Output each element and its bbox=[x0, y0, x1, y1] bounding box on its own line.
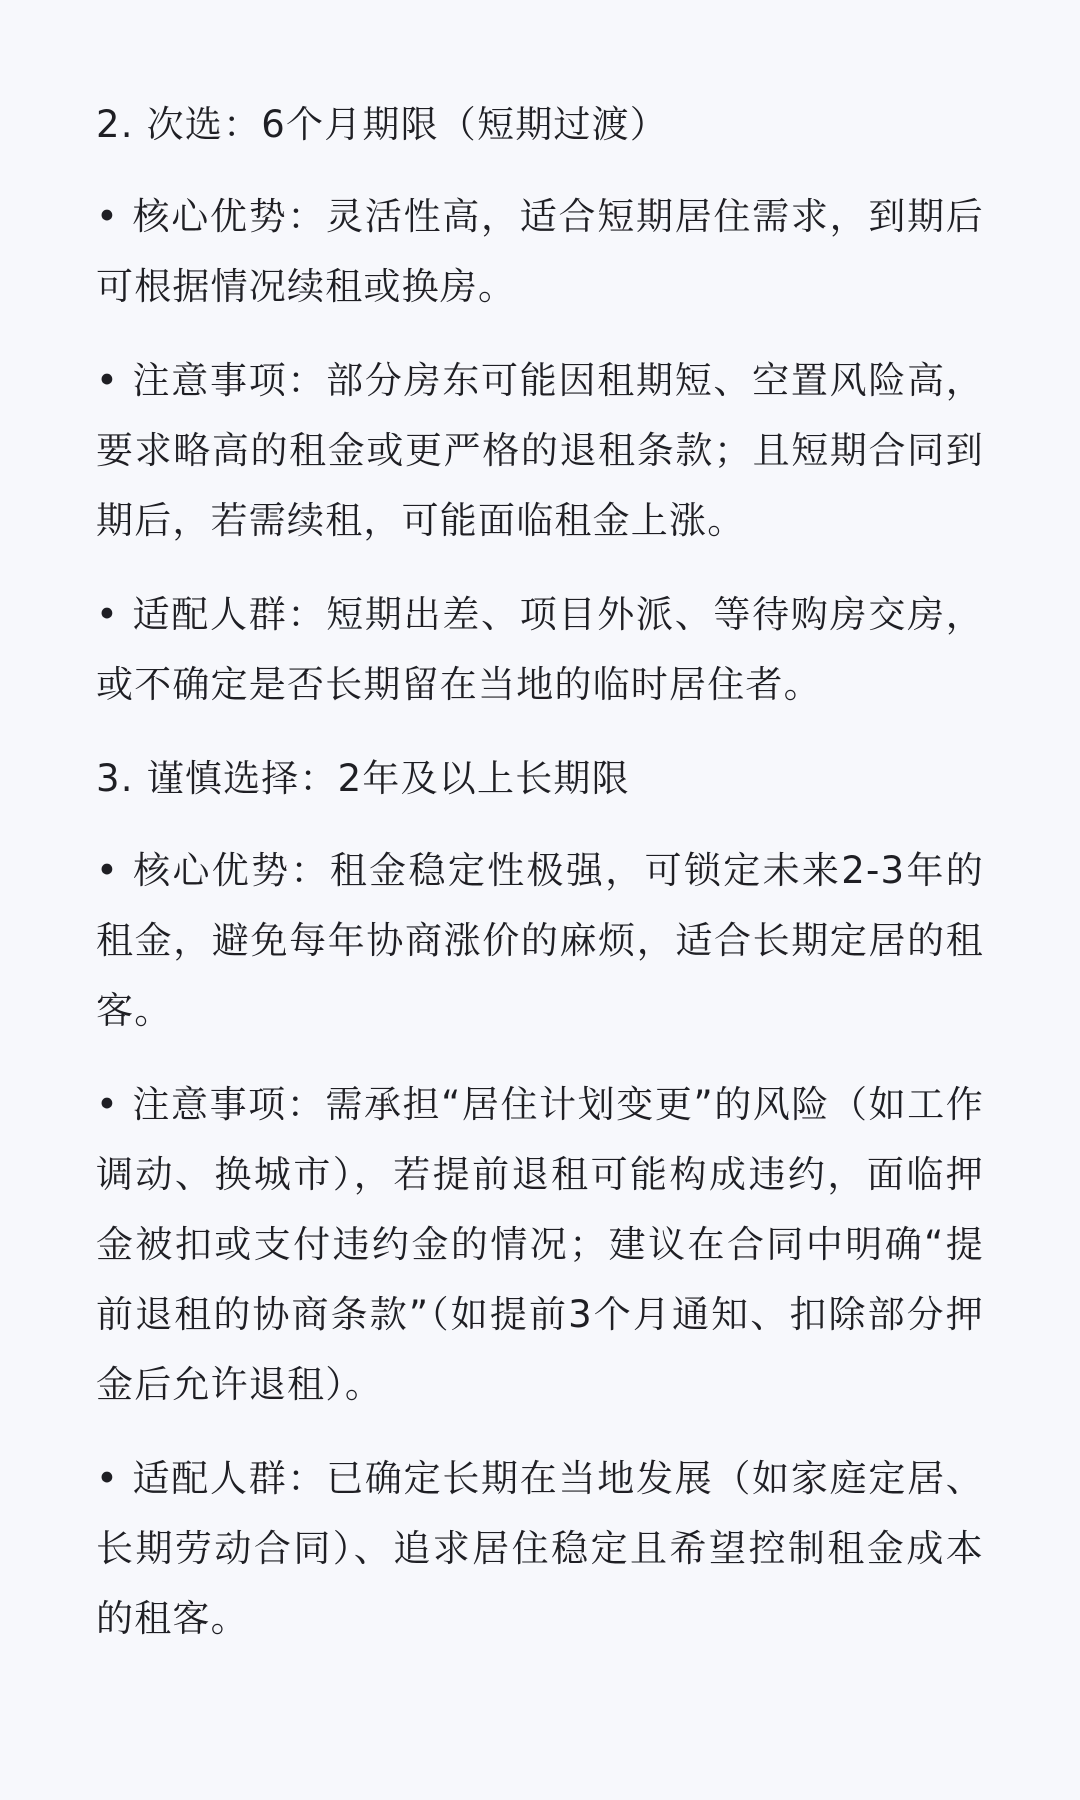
list-item-audience: • 适配人群：已确定长期在当地发展（如家庭定居、长期劳动合同）、追求居住稳定且希望控制租金成本的租客。 bbox=[96, 1457, 984, 1640]
list-item-advantage: • 核心优势：灵活性高，适合短期居住需求，到期后可根据情况续租或换房。 bbox=[96, 195, 984, 308]
list-item-advantage: • 核心优势：租金稳定性极强，可锁定未来2-3年的租金，避免每年协商涨价的麻烦，适合长期定居的租客。 bbox=[96, 849, 984, 1032]
list-item-audience: • 适配人群：短期出差、项目外派、等待购房交房，或不确定是否长期留在当地的临时居住者。 bbox=[96, 593, 984, 706]
list-item-notes: • 注意事项：需承担“居住计划变更”的风险（如工作调动、换城市），若提前退租可能构成违约，面临押金被扣或支付违约金的情况；建议在合同中明确“提前退租的协商条款”（如提前3个月通知、扣除部分押金后允许退租）。 bbox=[96, 1083, 984, 1406]
list-item-notes: • 注意事项：部分房东可能因租期短、空置风险高，要求略高的租金或更严格的退租条款；且短期合同到期后，若需续租，可能面临租金上涨。 bbox=[96, 359, 984, 542]
section-short-term bbox=[96, 90, 984, 720]
section-long-term bbox=[96, 744, 984, 1654]
section-heading: 2. 次选：6个月期限（短期过渡） bbox=[96, 103, 669, 146]
section-heading: 3. 谨慎选择：2年及以上长期限 bbox=[96, 757, 630, 800]
